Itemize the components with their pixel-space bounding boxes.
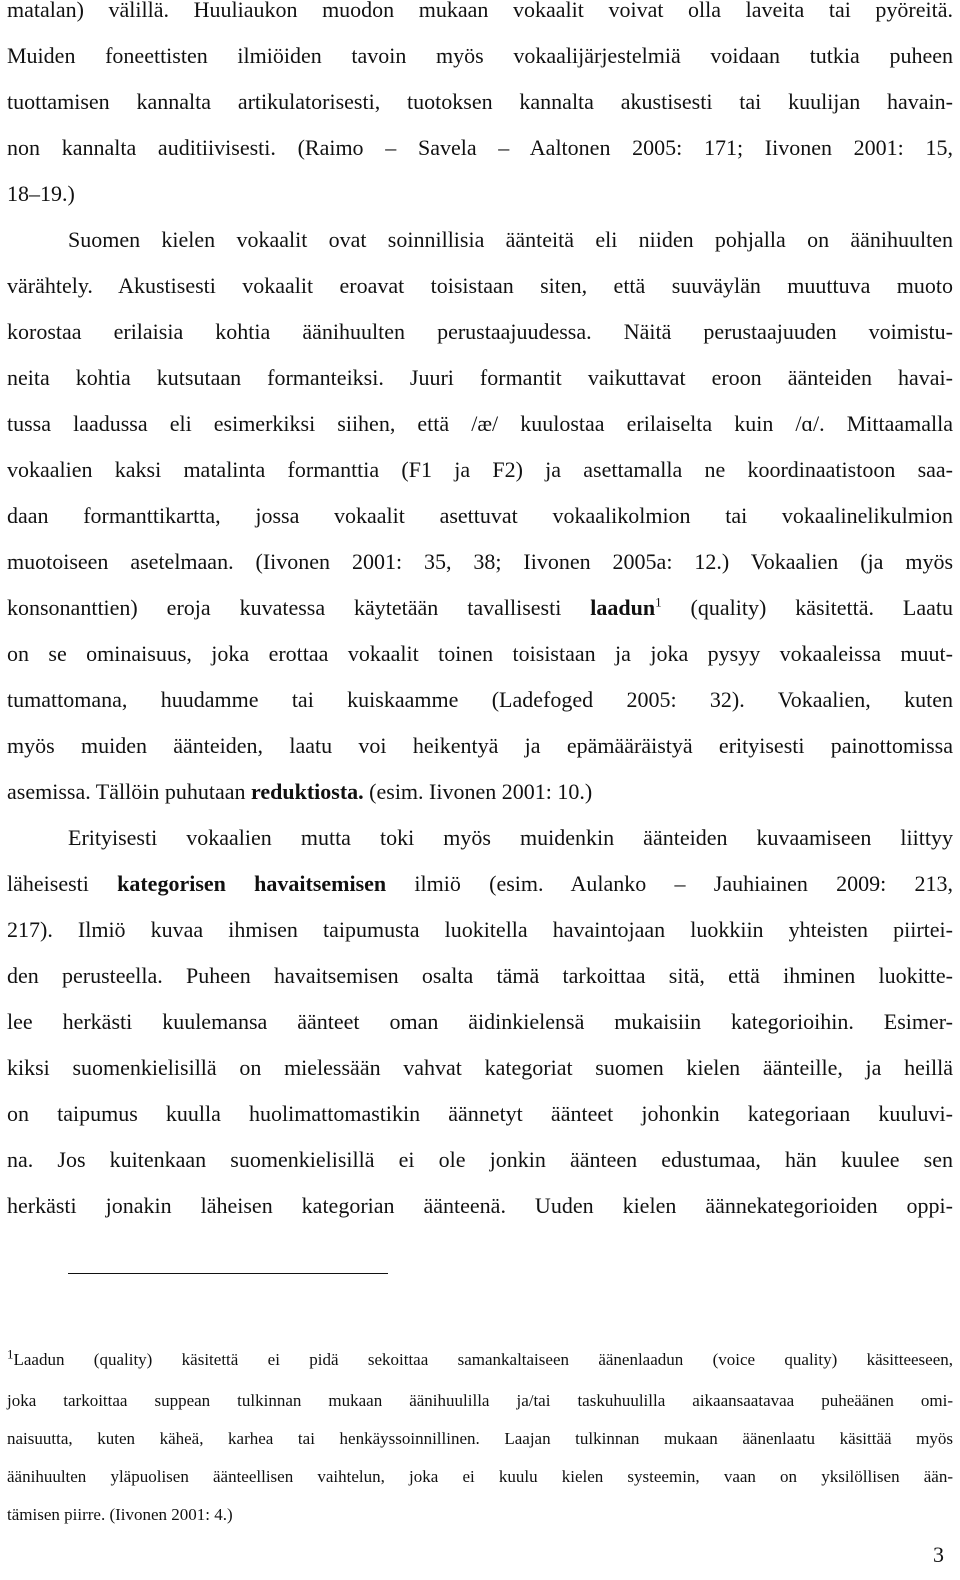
body-text: (quality) käsitettä. Laatu <box>661 595 954 620</box>
body-line: tuottamisen kannalta artikulatorisesti, tuotoksen kannalta akustisesti tai kuulijan havain- <box>7 89 953 114</box>
footnote-line: äänihuulten yläpuolisen äänteellisen vaihtelun, joka ei kuulu kielen systeemin, vaan on yksilöllisen ään- <box>7 1467 953 1486</box>
body-line: neita kohtia kutsutaan formanteiksi. Juuri formantit vaikuttavat eroon äänteiden havai- <box>7 365 953 390</box>
body-line: 217). Ilmiö kuvaa ihmisen taipumusta luokitella havaintojaan luokkiin yhteisten piirtei- <box>7 917 953 942</box>
footnote-ref: 1 <box>655 594 662 610</box>
paragraph-first-line: Erityisesti vokaalien mutta toki myös muidenkin äänteiden kuvaamiseen liittyy <box>68 825 953 850</box>
paragraph-first-line: Suomen kielen vokaalit ovat soinnillisia äänteitä eli niiden pohjalla on äänihuulten <box>68 227 953 252</box>
footnote-line: naisuutta, kuten käheä, karhea tai henkäyssoinnillinen. Laajan tulkinnan mukaan äänenlaatu käsittää myös <box>7 1429 953 1448</box>
footnote-separator <box>68 1273 388 1274</box>
term-reduktiosta: reduktiosta. <box>251 779 364 804</box>
footnote-line <box>7 1346 953 1371</box>
body-line: värähtely. Akustisesti vokaalit eroavat toisistaan siten, että suuväylän muuttuva muoto <box>7 273 953 298</box>
body-line: on taipumus kuulla huolimattomastikin äännetyt äänteet johonkin kategoriaan kuuluvi- <box>7 1101 953 1126</box>
body-line: tussa laadussa eli esimerkiksi siihen, että /æ/ kuulostaa erilaiselta kuin /ɑ/. Mittaamalla <box>7 411 953 436</box>
body-text: ilmiö (esim. Aulanko – Jauhiainen 2009: 213, <box>386 871 953 896</box>
body-text: (esim. Iivonen 2001: 10.) <box>363 779 593 804</box>
page-number: 3 <box>933 1542 944 1567</box>
body-line: herkästi jonakin läheisen kategorian äänteenä. Uuden kielen äännekategorioiden oppi- <box>7 1193 953 1218</box>
body-line: myös muiden äänteiden, laatu voi heikentyä ja epämääräistyä erityisesti painottomissa <box>7 733 953 758</box>
body-line: on se ominaisuus, joka erottaa vokaalit toinen toisistaan ja joka pysyy vokaaleissa muut- <box>7 641 953 666</box>
term-kategorisen-havaitsemisen: kategorisen havaitsemisen <box>117 871 387 896</box>
body-line: muotoiseen asetelmaan. (Iivonen 2001: 35, 38; Iivonen 2005a: 12.) Vokaalien (ja myös <box>7 549 953 574</box>
footnote-mark: 1 <box>7 1346 14 1362</box>
body-line <box>7 870 953 898</box>
body-line <box>7 594 953 622</box>
body-line: matalan) välillä. Huuliaukon muodon mukaan vokaalit voivat olla laveita tai pyöreitä. <box>7 0 953 22</box>
footnote-line: joka tarkoittaa suppean tulkinnan mukaan äänihuulilla ja/tai taskuhuulilla aikaansaatavaa puheäänen omi- <box>7 1391 953 1410</box>
body-text: asemissa. Tällöin puhutaan <box>7 779 251 804</box>
body-line: kiksi suomenkielisillä on mielessään vahvat kategoriat suomen kielen äänteille, ja heillä <box>7 1055 953 1080</box>
body-line: na. Jos kuitenkaan suomenkielisillä ei ole jonkin äänteen edustumaa, hän kuulee sen <box>7 1147 953 1172</box>
footnote-line: tämisen piirre. (Iivonen 2001: 4.) <box>7 1505 233 1524</box>
body-line: korostaa erilaisia kohtia äänihuulten perustaajuudessa. Näitä perustaajuuden voimistu- <box>7 319 953 344</box>
body-line: Muiden foneettisten ilmiöiden tavoin myös vokaalijärjestelmiä voidaan tutkia puheen <box>7 43 953 68</box>
footnote-text: Laadun (quality) käsitettä ei pidä sekoittaa samankaltaiseen äänenlaadun (voice quality) käsitteeseen, <box>13 1350 953 1369</box>
body-text: konsonanttien) eroja kuvatessa käytetään tavallisesti <box>7 595 591 620</box>
term-laadun: laadun <box>590 595 656 620</box>
body-text: läheisesti <box>7 871 118 896</box>
body-line: lee herkästi kuulemansa äänteet oman äidinkielensä mukaisiin kategorioihin. Esimer- <box>7 1009 953 1034</box>
body-line: 18–19.) <box>7 181 75 206</box>
body-line: vokaalien kaksi matalinta formanttia (F1 ja F2) ja asettamalla ne koordinaatistoon saa- <box>7 457 953 482</box>
body-line: tumattomana, huudamme tai kuiskaamme (Ladefoged 2005: 32). Vokaalien, kuten <box>7 687 953 712</box>
body-line: daan formanttikartta, jossa vokaalit asettuvat vokaalikolmion tai vokaalinelikulmion <box>7 503 953 528</box>
body-line: non kannalta auditiivisesti. (Raimo – Savela – Aaltonen 2005: 171; Iivonen 2001: 15, <box>7 135 953 160</box>
body-line: den perusteella. Puheen havaitsemisen osalta tämä tarkoittaa sitä, että ihminen luokitte- <box>7 963 953 988</box>
body-line <box>7 778 953 806</box>
